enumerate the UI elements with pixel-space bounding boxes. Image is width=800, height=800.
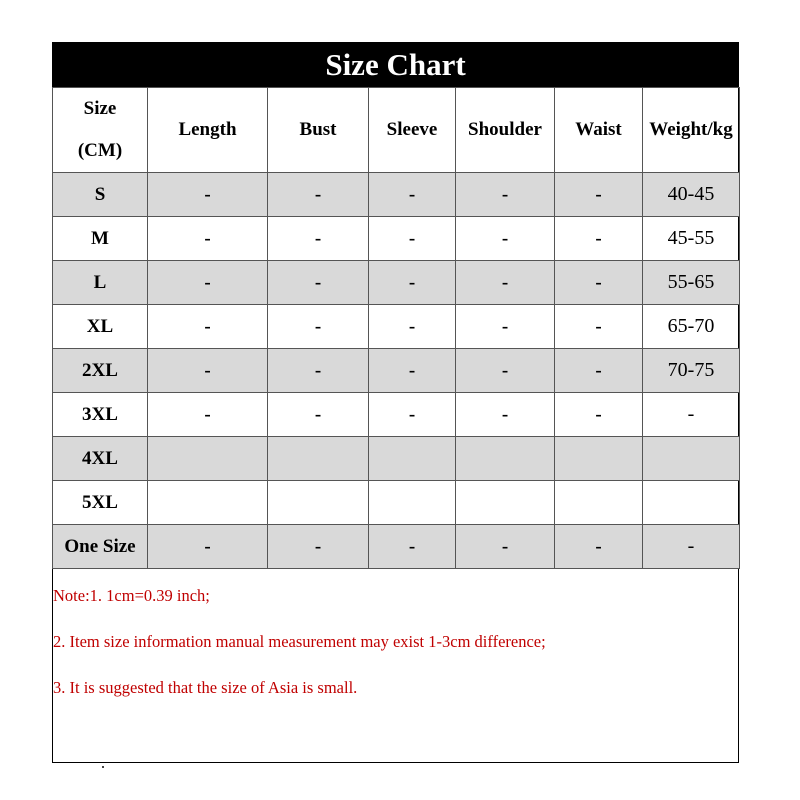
table-cell: -: [643, 525, 740, 569]
column-header-weight: Weight/kg: [643, 88, 740, 173]
table-cell: [555, 437, 643, 481]
table-cell: -: [555, 349, 643, 393]
table-cell: [643, 481, 740, 525]
table-cell: -: [148, 261, 268, 305]
table-cell: -: [456, 525, 555, 569]
table-cell: -: [369, 261, 456, 305]
table-cell: [456, 481, 555, 525]
table-cell: -: [369, 349, 456, 393]
table-cell: -: [268, 173, 369, 217]
chart-title: Size Chart: [53, 43, 738, 87]
size-label: One Size: [53, 525, 148, 569]
size-table: [52, 87, 740, 569]
table-cell: -: [456, 305, 555, 349]
table-cell: -: [369, 173, 456, 217]
size-label: L: [53, 261, 148, 305]
header-row: [53, 88, 740, 173]
size-header-line1: Size: [83, 98, 117, 119]
table-cell: [148, 481, 268, 525]
note-2: 2. Item size information manual measurement may exist 1-3cm difference;: [53, 632, 546, 651]
table-cell: [268, 437, 369, 481]
table-cell: [643, 437, 740, 481]
size-label: 3XL: [53, 393, 148, 437]
table-cell: -: [268, 393, 369, 437]
table-cell: 45-55: [643, 217, 740, 261]
note-3: 3. It is suggested that the size of Asia is small.: [53, 678, 358, 697]
table-cell: -: [268, 217, 369, 261]
size-label: M: [53, 217, 148, 261]
table-cell: [555, 481, 643, 525]
table-row: [53, 349, 740, 393]
table-cell: [268, 481, 369, 525]
note-1: Note:1. 1cm=0.39 inch;: [53, 586, 210, 605]
table-row: [53, 261, 740, 305]
table-cell: -: [148, 217, 268, 261]
table-cell: -: [148, 525, 268, 569]
notes-section: [53, 569, 738, 723]
table-cell: -: [555, 393, 643, 437]
table-body: [53, 88, 740, 569]
size-chart: [52, 42, 739, 763]
table-cell: -: [555, 261, 643, 305]
column-header-length: Length: [148, 88, 268, 173]
table-cell: -: [148, 349, 268, 393]
size-label: 2XL: [53, 349, 148, 393]
table-cell: -: [456, 217, 555, 261]
size-label: S: [53, 173, 148, 217]
table-cell: 65-70: [643, 305, 740, 349]
table-cell: 55-65: [643, 261, 740, 305]
table-cell: -: [555, 217, 643, 261]
table-cell: -: [643, 393, 740, 437]
table-cell: 40-45: [643, 173, 740, 217]
table-row: [53, 525, 740, 569]
table-cell: [148, 437, 268, 481]
table-row: [53, 393, 740, 437]
table-cell: 70-75: [643, 349, 740, 393]
table-cell: [456, 437, 555, 481]
size-label: XL: [53, 305, 148, 349]
table-cell: -: [456, 261, 555, 305]
column-header-sleeve: Sleeve: [369, 88, 456, 173]
table-cell: -: [555, 525, 643, 569]
table-cell: -: [369, 393, 456, 437]
table-cell: -: [369, 525, 456, 569]
table-cell: -: [148, 173, 268, 217]
table-cell: -: [555, 305, 643, 349]
table-cell: [369, 437, 456, 481]
table-cell: -: [148, 305, 268, 349]
column-header-bust: Bust: [268, 88, 369, 173]
size-label: 4XL: [53, 437, 148, 481]
table-cell: -: [456, 349, 555, 393]
stray-mark: [102, 766, 104, 768]
table-cell: -: [268, 349, 369, 393]
size-label: 5XL: [53, 481, 148, 525]
size-header-line2: (CM): [77, 140, 123, 161]
table-row: [53, 173, 740, 217]
table-row: [53, 305, 740, 349]
table-row: [53, 217, 740, 261]
table-row: [53, 437, 740, 481]
table-row: [53, 481, 740, 525]
table-cell: -: [148, 393, 268, 437]
column-header-waist: Waist: [555, 88, 643, 173]
column-header-shoulder: Shoulder: [456, 88, 555, 173]
table-cell: -: [555, 173, 643, 217]
table-cell: -: [268, 305, 369, 349]
table-cell: -: [369, 305, 456, 349]
table-cell: -: [369, 217, 456, 261]
table-cell: -: [456, 393, 555, 437]
table-cell: -: [456, 173, 555, 217]
table-cell: -: [268, 261, 369, 305]
size-header: [53, 88, 148, 173]
table-cell: [369, 481, 456, 525]
table-cell: -: [268, 525, 369, 569]
